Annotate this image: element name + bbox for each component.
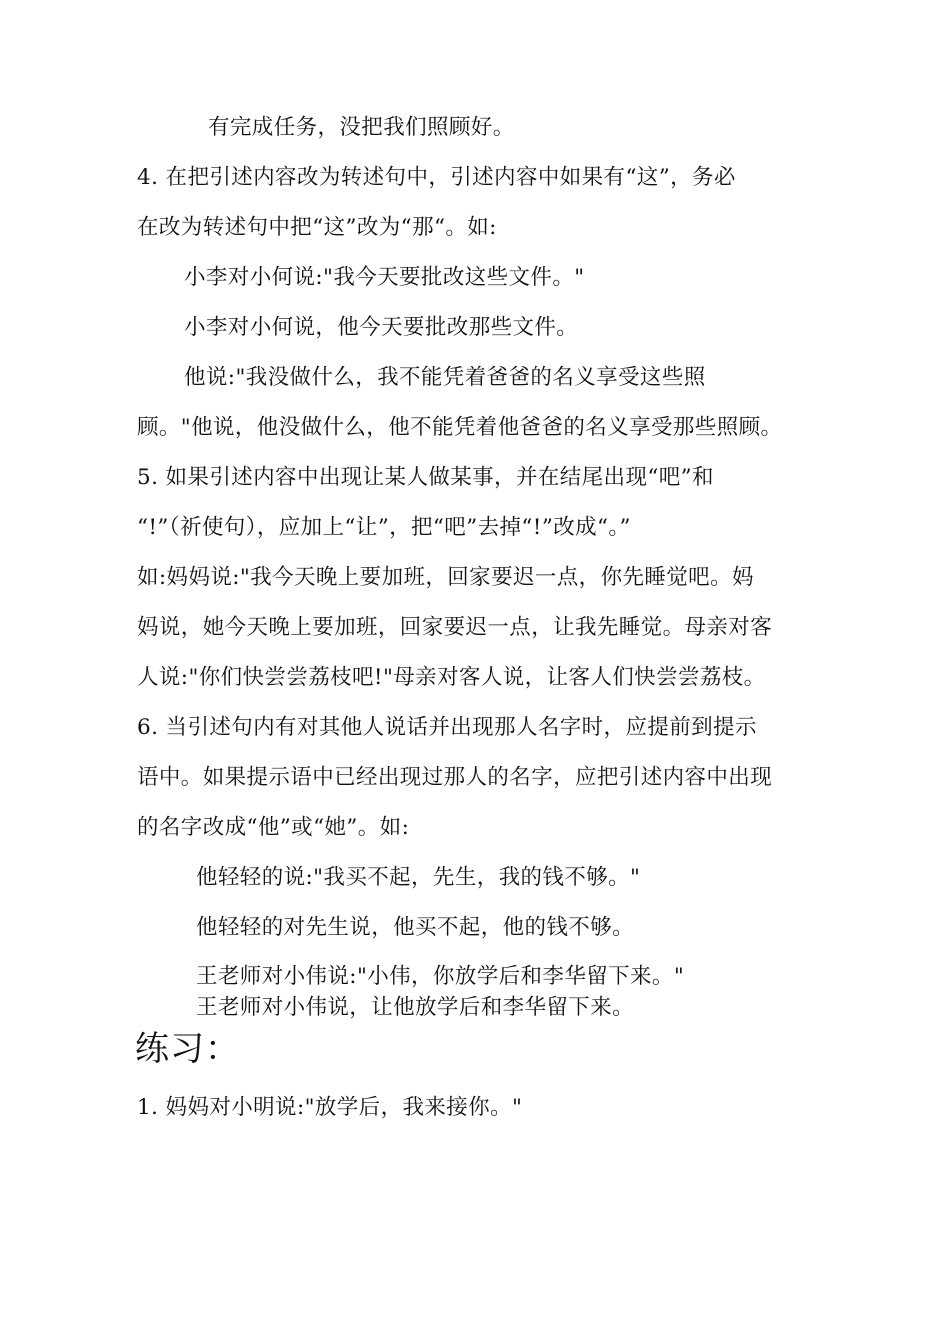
example-line: 他轻轻的说:"我买不起，先生，我的钱不够。" <box>196 865 641 890</box>
example-line: 他说:"我没做什么，我不能凭着爸爸的名义享受这些照 <box>184 365 706 390</box>
example-line: 小李对小何说:"我今天要批改这些文件。" <box>184 265 585 290</box>
text-line: 顾。"他说，他没做什么，他不能凭着他爸爸的名义享受那些照顾。 <box>137 415 783 440</box>
text-line: “!”（祈使句），应加上“让”，把“吧”去掉“!”改成“。” <box>137 515 631 540</box>
text-line: 语中。如果提示语中已经出现过那人的名字，应把引述内容中出现 <box>137 765 773 790</box>
text-line: 的名字改成“他”或“她”。如: <box>137 815 410 840</box>
rule-4-line: 4. 在把引述内容改为转述句中，引述内容中如果有“这”，务必 <box>137 165 736 190</box>
rule-6-line: 6. 当引述句内有对其他人说话并出现那人名字时，应提前到提示 <box>137 715 757 740</box>
text-line: 在改为转述句中把“这”改为“那“。如: <box>137 215 497 240</box>
example-line: 他轻轻的对先生说，他买不起，他的钱不够。 <box>196 915 635 940</box>
rule-5-line: 5. 如果引述内容中出现让某人做某事，并在结尾出现“吧”和 <box>137 465 714 490</box>
example-line: 王老师对小伟说:"小伟，你放学后和李华留下来。" <box>196 964 685 989</box>
text-line: 妈说，她今天晚上要加班，回家要迟一点，让我先睡觉。母亲对客 <box>137 615 773 640</box>
example-line: 王老师对小伟说，让他放学后和李华留下来。 <box>196 995 635 1020</box>
text-line: 人说:"你们快尝尝荔枝吧!"母亲对客人说，让客人们快尝尝荔枝。 <box>137 665 766 690</box>
example-line: 小李对小何说，他今天要批改那些文件。 <box>184 315 579 340</box>
text-line: 有完成任务，没把我们照顾好。 <box>208 115 515 140</box>
exercise-item: 1. 妈妈对小明说:"放学后，我来接你。" <box>137 1095 523 1120</box>
exercise-heading: 练习： <box>135 1029 240 1069</box>
text-line: 如:妈妈说:"我今天晚上要加班，回家要迟一点，你先睡觉吧。妈 <box>137 565 754 590</box>
